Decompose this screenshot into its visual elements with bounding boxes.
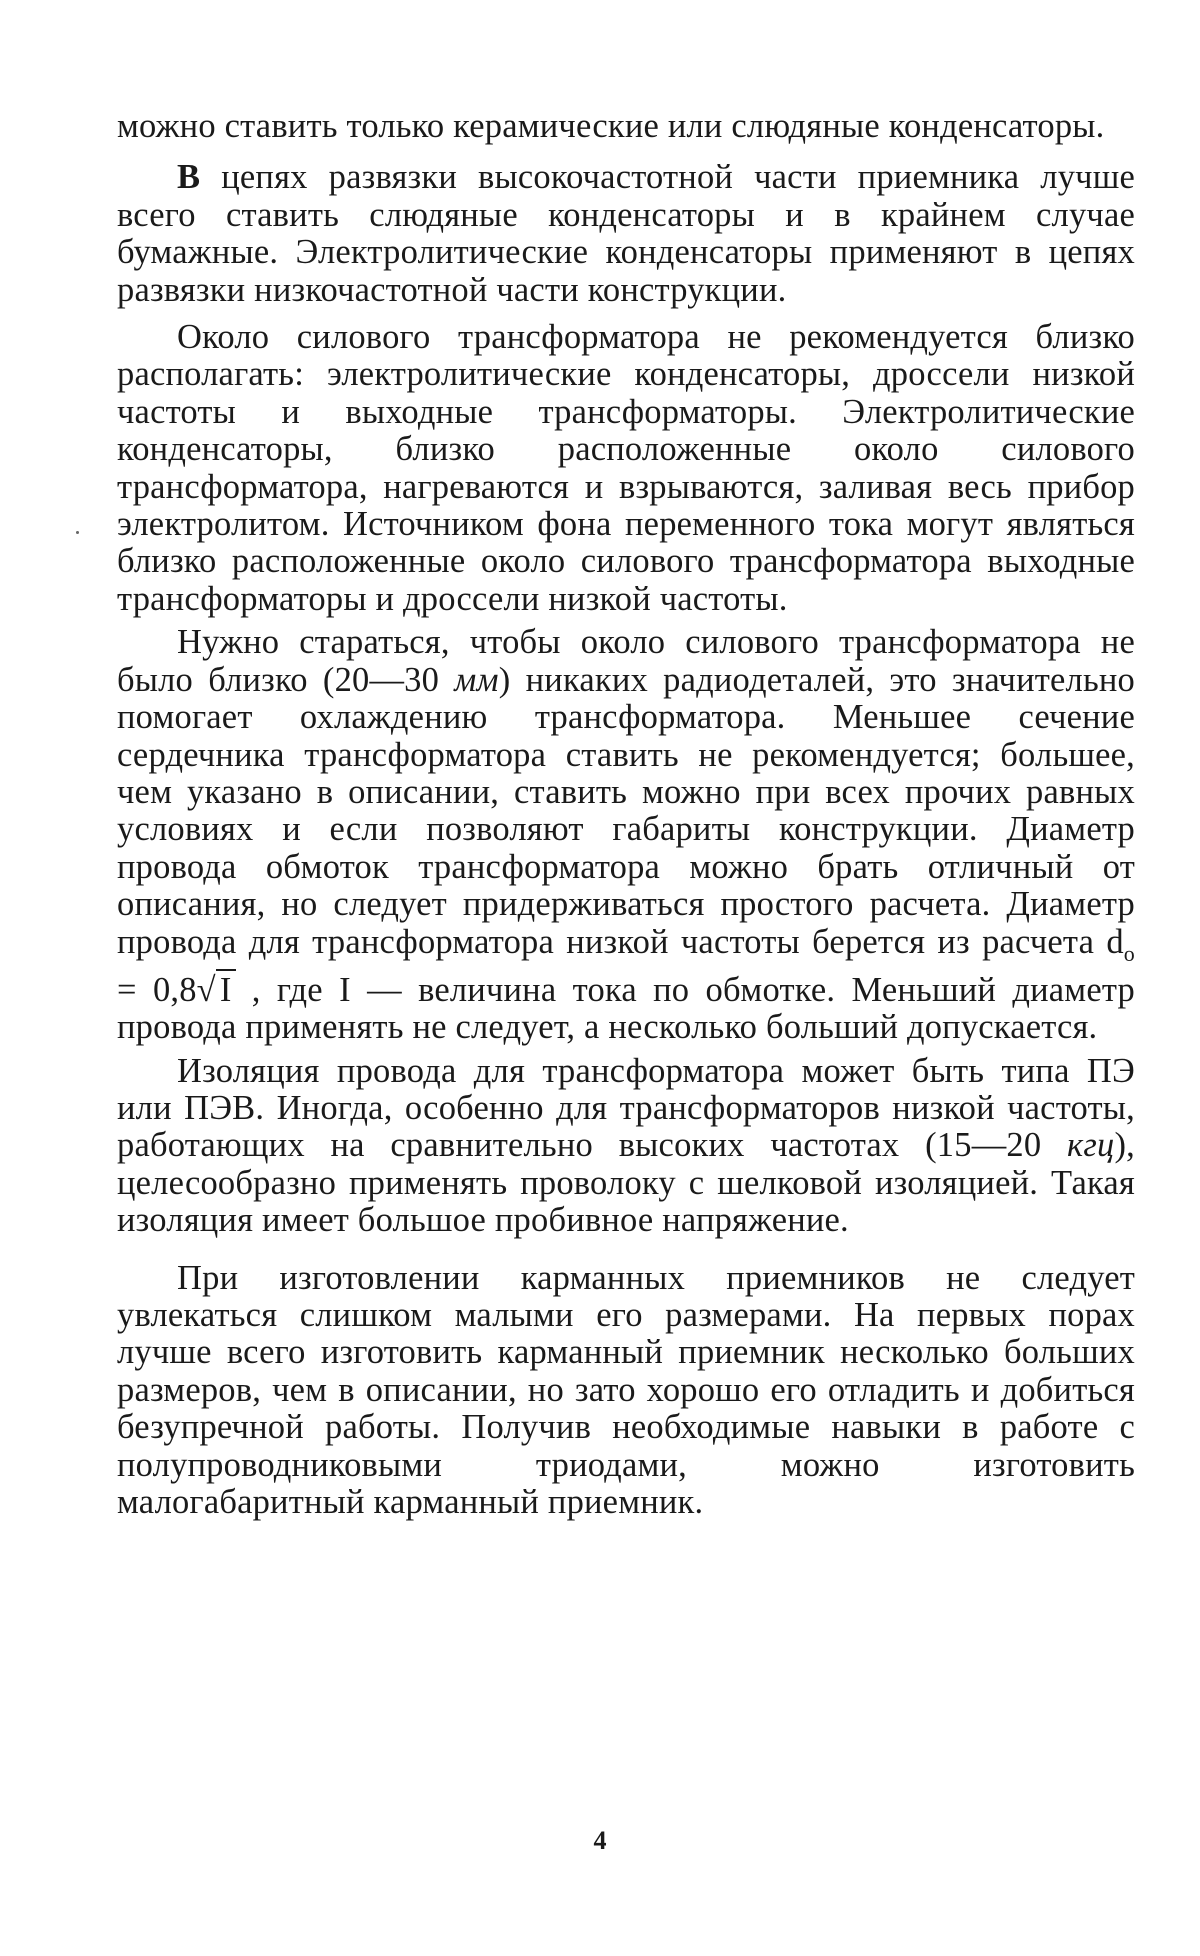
paragraph-2-text: цепях развязки высокочастотной части приемника лучше всего ставить слюдяные конденсаторы и в крайнем случае бумажные. Электролитические конденсаторы применяют в цепях развязки низкочастотной части конструкции. [117, 158, 1135, 309]
paragraph-1: можно ставить только керамические или слюдяные конденсаторы. [117, 107, 1105, 145]
formula-eq: = 0,8 [117, 970, 197, 1009]
paragraph-3: Около силового трансформатора не рекомендуется близко располагать: электролитические конденсаторы, дроссели низкой частоты и выходные трансформаторы. Электролитические конденсаторы, близко расположенные около силового трансформатора, нагреваются и взрываются, заливая весь прибор электролитом. Источником фона переменного тока могут являться близко расположенные около силового трансформатора выходные трансформаторы и дроссели низкой частоты. [117, 318, 1135, 618]
formula-lhs: d [1106, 922, 1124, 961]
paragraph-4-text-after: ) никаких радиодеталей, это значительно помогает охлаждению трансформатора. Меньшее сечение сердечника трансформатора ставить не рекомендуется; большее, чем указано в описании, ставить можно при всех прочих равных условиях и если позволяют габариты конструкции. Диаметр провода обмоток трансформатора можно брать отличный от описания, но следует придерживаться простого расчета. Диаметр провода для трансформатора низкой частоты берется из расчета [117, 660, 1135, 961]
page-number: 4 [593, 1826, 607, 1855]
paragraph-6: При изготовлении карманных приемников не следует увлекаться слишком малыми его размерами. На первых порах лучше всего изготовить карманный приемник несколько больших размеров, чем в описании, но зато хорошо его отладить и добиться безупречной работы. Получив необходимые навыки в работе с полупроводниковыми триодами, можно изготовить малогабаритный карманный приемник. [117, 1258, 1135, 1522]
formula-radicand: I [216, 969, 236, 1009]
paragraph-2 [117, 159, 1135, 309]
paragraph-5 [117, 1053, 1135, 1240]
margin-mark [76, 531, 79, 534]
paragraph-4-text-before: Нужно стараться, чтобы около силового трансформатора не было близко (20—30 [117, 623, 1135, 699]
paragraph-2-lead: В [177, 158, 201, 197]
unit-kgc: кгц [1067, 1126, 1115, 1165]
document-page [117, 108, 1135, 1522]
paragraph-5-text-after: ), целесообразно применять проволоку с шелковой изоляцией. Такая изоляция имеет большое пробивное напряжение. [117, 1126, 1135, 1240]
sqrt-sign-icon: √ [196, 970, 216, 1009]
unit-mm: мм [454, 660, 499, 699]
paragraph-5-text-before: Изоляция провода для трансформатора может быть типа ПЭ или ПЭВ. Иногда, особенно для трансформаторов низкой частоты, работающих на сравнительно высоких частотах (15—20 [117, 1051, 1135, 1165]
paragraph-4 [117, 624, 1135, 1046]
paragraph-4-text-end: , где I — величина тока по обмотке. Меньший диаметр провода применять не следует, а несколько больший допускается. [117, 970, 1135, 1047]
formula-subscript: o [1123, 940, 1135, 966]
